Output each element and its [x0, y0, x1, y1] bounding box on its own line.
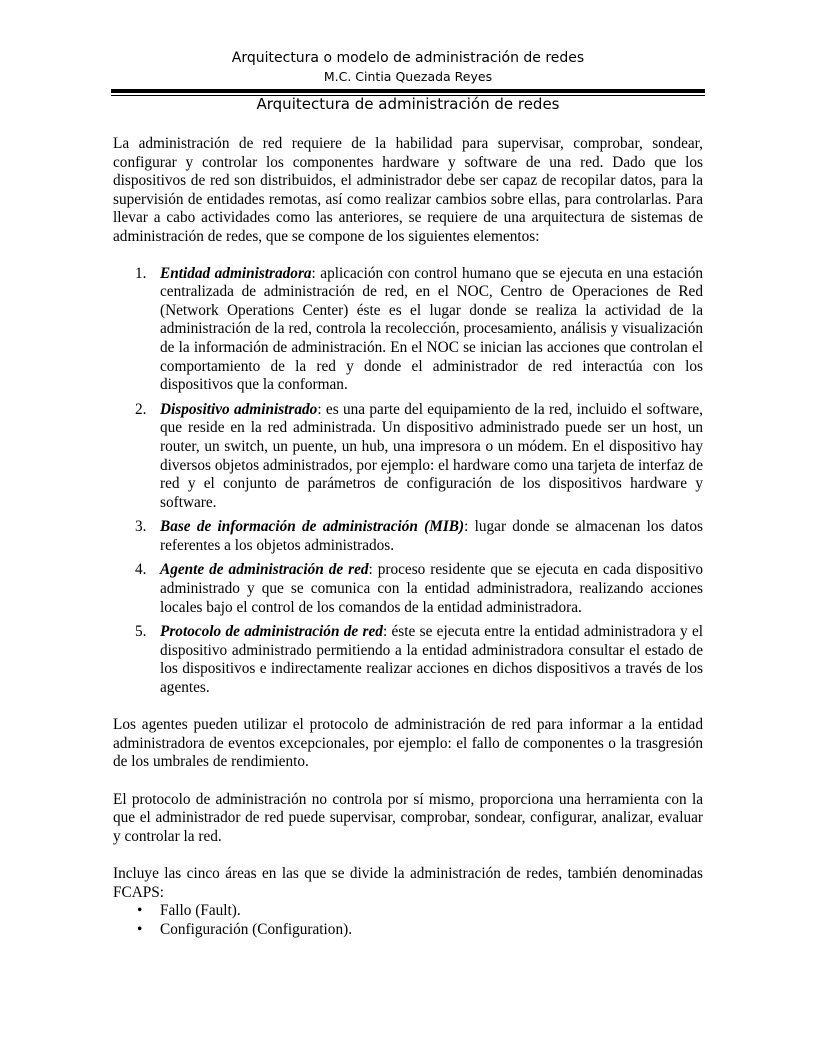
list-item	[113, 518, 703, 555]
list-item-number: 4.	[135, 561, 147, 579]
fcaps-item	[113, 902, 703, 921]
protocol-paragraph: El protocolo de administración no controla por sí mismo, proporciona una herramienta con la que el administrador de red puede supervisar, comprobar, sondear, configurar, analizar, evaluar y controlar la red.	[113, 790, 703, 845]
list-item-text: : aplicación con control humano que se ejecuta en una estación centralizada de administración de red, en el NOC, Centro de Operaciones de Red (Network Operations Center) éste es el lugar donde se realiza la actividad de la administración de la red, controla la recolección, procesamiento, análisis y visualización de la información de administración. En el NOC se inician las acciones que controlan el comportamiento de la red y donde el administrador de red interactúa con los dispositivos que la conforman.	[160, 264, 703, 394]
list-item-text: : proceso residente que se ejecuta en cada dispositivo administrado y que se comunica con la entidad administradora, realizando acciones locales bajo el control de los comandos de la entidad administradora.	[160, 561, 703, 616]
list-item-term: Agente de administración de red	[160, 561, 369, 579]
fcaps-item	[113, 921, 703, 940]
list-item	[113, 265, 703, 395]
elements-list	[113, 265, 703, 698]
fcaps-item-text: Fallo (Fault).	[160, 902, 241, 920]
list-item-term: Dispositivo administrado	[160, 400, 318, 418]
bullet-icon: •	[137, 920, 143, 938]
intro-paragraph: La administración de red requiere de la habilidad para supervisar, comprobar, sondear, configurar y controlar los componentes hardware y software de una red. Dado que los dispositivos de red son distribuidos, el administrador debe ser capaz de recopilar datos, para la supervisión de entidades remotas, así como realizar cambios sobre ellas, para controlarlas. Para llevar a cabo actividades como las anteriores, se requiere de una arquitectura de sistemas de administración de redes, que se compone de los siguientes elementos:	[113, 135, 703, 245]
bullet-icon: •	[137, 902, 143, 920]
list-item-text: : es una parte del equipamiento de la red, incluido el software, que reside en la red administrada. Un dispositivo administrado puede ser un host, un router, un switch, un puente, un hub, una impresora o un módem. En el dispositivo hay diversos objetos administrados, por ejemplo: el hardware como una tarjeta de interfaz de red y el conjunto de parámetros de configuración de los dispositivos hardware y software.	[160, 400, 703, 511]
list-item	[113, 401, 703, 513]
list-item-term: Base de información de administración (MIB)	[160, 518, 465, 536]
fcaps-paragraph: Incluye las cinco áreas en las que se divide la administración de redes, también denominadas FCAPS:	[113, 864, 703, 901]
section-title: Arquitectura de administración de redes	[256, 95, 560, 113]
running-header-title: Arquitectura o modelo de administración de redes	[231, 50, 585, 66]
document-body	[113, 135, 703, 939]
fcaps-item-text: Configuración (Configuration).	[160, 920, 353, 938]
list-item-number: 1.	[135, 264, 147, 282]
list-item-number: 3.	[135, 518, 147, 536]
fcaps-list	[113, 902, 703, 939]
list-item	[113, 561, 703, 617]
list-item-term: Protocolo de administración de red	[160, 623, 383, 641]
list-item-number: 5.	[135, 623, 147, 641]
agents-paragraph: Los agentes pueden utilizar el protocolo de administración de red para informar a la entidad administradora de eventos excepcionales, por ejemplo: el fallo de componentes o la trasgresión de los umbrales de rendimiento.	[113, 716, 703, 771]
list-item	[113, 623, 703, 697]
list-item-text: : éste se ejecuta entre la entidad administradora y el dispositivo administrado permitiendo a la entidad administradora consultar el estado de los dispositivos e indirectamente realizar acciones en dichos dispositivos a través de los agentes.	[160, 623, 703, 697]
list-item-term: Entidad administradora	[160, 264, 312, 282]
list-item-number: 2.	[135, 400, 147, 418]
running-header-author: M.C. Cintia Quezada Reyes	[323, 69, 493, 84]
header-rule-thick	[111, 89, 705, 93]
list-item-text: : lugar donde se almacenan los datos referentes a los objetos administrados.	[160, 518, 703, 554]
